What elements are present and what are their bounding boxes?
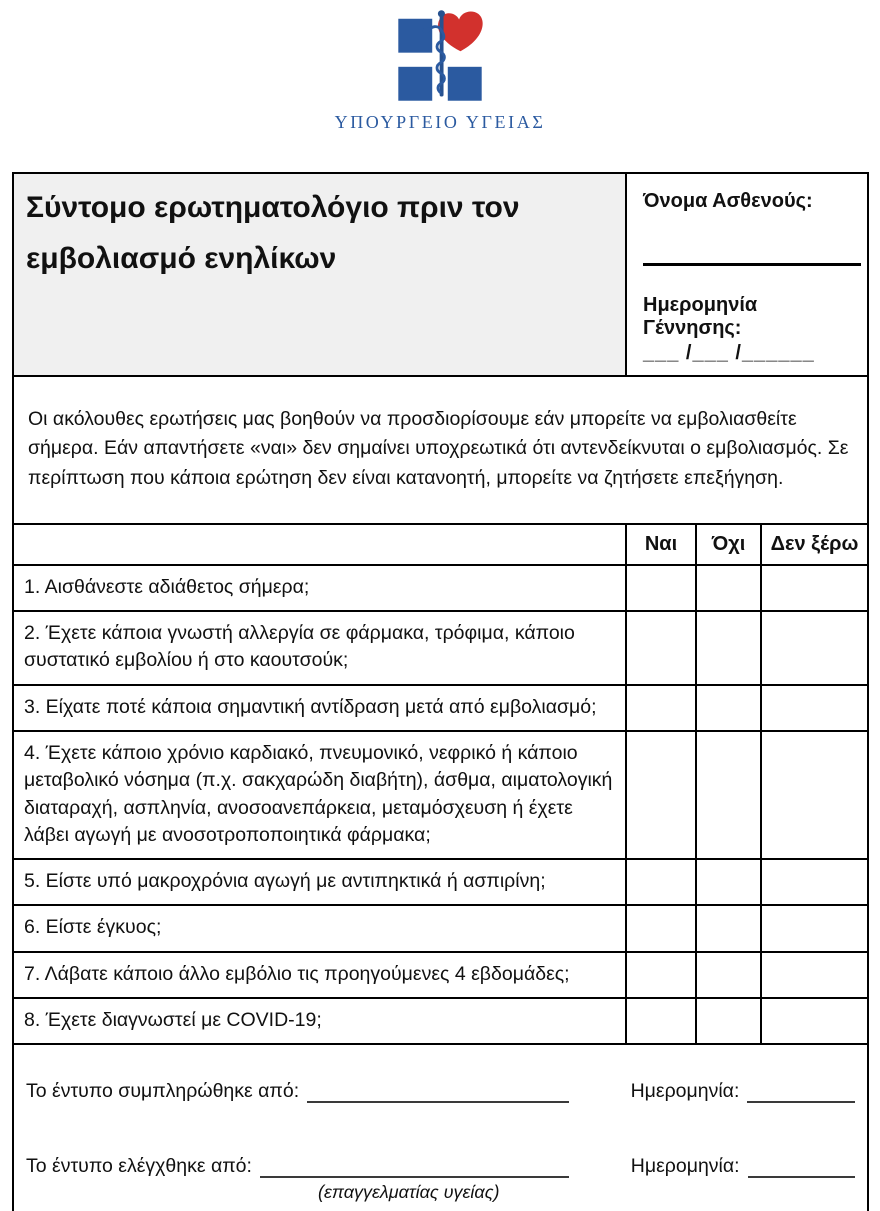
completed-date-blank-line — [747, 1079, 855, 1102]
signature-row — [13, 1044, 868, 1211]
patient-info-cell — [626, 173, 868, 376]
signature-section — [13, 1044, 868, 1211]
question-row-7 — [13, 952, 868, 998]
health-professional-caption: (επαγγελματίας υγείας) — [318, 1182, 500, 1203]
heart-icon — [438, 12, 483, 52]
answer-cell-no-6 — [696, 905, 761, 951]
question-row-2 — [13, 611, 868, 685]
answer-cell-no-7 — [696, 952, 761, 998]
answer-cell-no-4 — [696, 731, 761, 859]
question-row-5 — [13, 859, 868, 905]
answer-cell-no-5 — [696, 859, 761, 905]
checked-by-label: Το έντυπο ελέγχθηκε από: — [26, 1155, 252, 1178]
checked-by-row — [26, 1155, 855, 1178]
answer-cell-yes-4 — [626, 731, 696, 859]
dob-blank-line: ___ /___ /______ — [643, 342, 815, 364]
question-row-8 — [13, 998, 868, 1044]
patient-name-blank-line — [643, 263, 861, 266]
answer-cell-dont-know-3 — [761, 685, 868, 731]
answer-cell-no-3 — [696, 685, 761, 731]
answer-cell-yes-5 — [626, 859, 696, 905]
answer-cell-yes-1 — [626, 565, 696, 611]
answer-cell-yes-7 — [626, 952, 696, 998]
ministry-logo-block — [0, 0, 880, 133]
checked-by-blank-line — [260, 1155, 569, 1178]
question-text-2: 2. Έχετε κάποια γνωστή αλλεργία σε φάρμακα, τρόφιμα, κάποιο συστατικό εμβολίου ή στο καουτσούκ; — [13, 611, 626, 685]
intro-paragraph: Οι ακόλουθες ερωτήσεις μας βοηθούν να προσδιορίσουμε εάν μπορείτε να εμβολιασθείτε σήμερα. Εάν απαντήσετε «ναι» δεν σημαίνει υποχρεωτικά ότι αντενδείκνυται ο εμβολιασμός. Σε περίπτωση που κάποια ερώτηση δεν είναι κατανοητή, μπορείτε να ζητήσετε επεξήγηση. — [13, 376, 868, 524]
answer-cell-yes-3 — [626, 685, 696, 731]
column-header-dont-know: Δεν ξέρω — [761, 524, 868, 565]
question-text-4: 4. Έχετε κάποιο χρόνιο καρδιακό, πνευμονικό, νεφρικό ή κάποιο μεταβολικό νόσημα (π.χ. σακχαρώδη διαβήτη), άσθμα, αιματολογική διαταραχή, ασπληνία, ανοσοανεπάρκεια, μεταμόσχευση ή έχετε λάβει αγωγή με ανοσοτροποποιητικά φάρμακα; — [13, 731, 626, 859]
answer-cell-dont-know-7 — [761, 952, 868, 998]
question-text-8: 8. Έχετε διαγνωστεί με COVID-19; — [13, 998, 626, 1044]
questionnaire-table — [12, 172, 869, 1211]
column-header-no: Όχι — [696, 524, 761, 565]
checked-date-blank-line — [748, 1155, 855, 1178]
completed-date-label: Ημερομηνία: — [630, 1079, 740, 1102]
answer-cell-no-2 — [696, 611, 761, 685]
completed-by-label: Το έντυπο συμπληρώθηκε από: — [26, 1079, 300, 1102]
answer-cell-no-8 — [696, 998, 761, 1044]
question-text-3: 3. Είχατε ποτέ κάποια σημαντική αντίδραση μετά από εμβολιασμό; — [13, 685, 626, 731]
question-row-4 — [13, 731, 868, 859]
answers-header-row — [13, 524, 868, 565]
question-column-header — [13, 524, 626, 565]
form-title: Σύντομο ερωτηματολόγιο πριν τον εμβολιασμό ενηλίκων — [13, 173, 626, 376]
answer-cell-yes-8 — [626, 998, 696, 1044]
patient-name-label: Όνομα Ασθενούς: — [643, 190, 813, 212]
completed-by-row — [26, 1079, 855, 1102]
dob-label: Ημερομηνία Γέννησης: — [643, 294, 758, 339]
answer-cell-no-1 — [696, 565, 761, 611]
completed-by-blank-line — [307, 1079, 568, 1102]
intro-row — [13, 376, 868, 524]
answer-cell-dont-know-1 — [761, 565, 868, 611]
answer-cell-dont-know-8 — [761, 998, 868, 1044]
question-row-3 — [13, 685, 868, 731]
ministry-of-health-logo — [387, 6, 493, 105]
question-text-7: 7. Λάβατε κάποιο άλλο εμβόλιο τις προηγούμενες 4 εβδομάδες; — [13, 952, 626, 998]
question-text-1: 1. Αισθάνεστε αδιάθετος σήμερα; — [13, 565, 626, 611]
question-row-6 — [13, 905, 868, 951]
ministry-name: ΥΠΟΥΡΓΕΙΟ ΥΓΕΙΑΣ — [334, 112, 546, 132]
answer-cell-yes-6 — [626, 905, 696, 951]
column-header-yes: Ναι — [626, 524, 696, 565]
question-text-6: 6. Είστε έγκυος; — [13, 905, 626, 951]
form-header-row — [13, 173, 868, 376]
answer-cell-yes-2 — [626, 611, 696, 685]
answer-cell-dont-know-4 — [761, 731, 868, 859]
answer-cell-dont-know-6 — [761, 905, 868, 951]
question-text-5: 5. Είστε υπό μακροχρόνια αγωγή με αντιπηκτικά ή ασπιρίνη; — [13, 859, 626, 905]
answer-cell-dont-know-5 — [761, 859, 868, 905]
answer-cell-dont-know-2 — [761, 611, 868, 685]
checked-date-label: Ημερομηνία: — [630, 1155, 740, 1178]
question-row-1 — [13, 565, 868, 611]
